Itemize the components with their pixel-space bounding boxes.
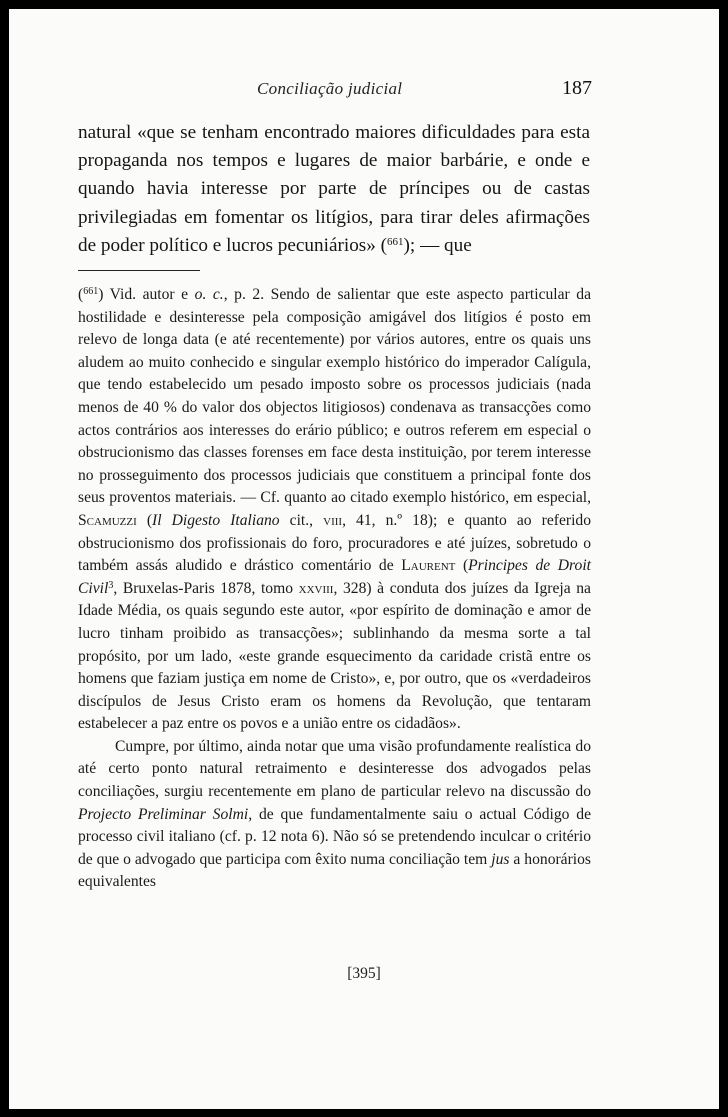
footnote-separator [78,270,200,271]
footnote-number: 661 [83,286,99,297]
work-title: Il Digesto Italiano [152,511,280,529]
footnote-abbrev: o. c. [194,286,224,303]
author-name: Laurent [401,557,456,575]
work-title: Projecto Preliminar Solmi, [78,805,253,823]
footnote-text: Cumpre, por último, ainda notar que uma visão profundamente realística do até certo ponto natural retraimento e desinteresse dos advogados pelas conciliações, surgiu recentemente em plano de particular relevo na discussão do [78,737,591,801]
running-title: Conciliação judicial [257,79,403,98]
body-text-end: ); — que [403,234,472,256]
footnote-reference: 661 [387,235,404,248]
footnote-text: , 41, n.º 18); e quanto ao referido obstrucionismo dos profissionais do foro, procuradores e até juízes, sobretudo o também assás aludido e drástico comentário de [78,511,591,575]
body-text: natural «que se tenham encontrado maiores dificuldades para esta propaganda nos tempos e lugares de maior barbárie, e onde e quando havia interesse por parte de príncipes ou de castas privilegiadas em fomentar os litígios, para tirar deles afirmações de poder político e lucros pecuniários» ( [78,122,590,256]
footnote-text: a honorários equivalentes [78,850,591,891]
footnote-text: de que fundamentalmente saiu o actual Código de processo civil italiano (cf. p. 12 nota 6). Não só se pretendendo inculcar o critério de que o advogado que participa com êxito numa conciliação tem [78,805,591,868]
footnote-text: , p. 2. Sendo de salientar que este aspecto particular da hostilidade e desinteresse pela composição amigável dos litígios é posto em relevo de longa data (e até recentemente) por vários autores, entre os quais uns aludem ao muito conhecido e singular exemplo histórico do imperador Calígula, que tendo estabelecido um pesado imposto sobre os processos judiciais (nada menos de 40 % do valor dos objectos litigiosos) condenava as transacções como actos contrários aos interesses do erário público; e outros referem em especial o obstrucionismo das classes forenses em face desta instituição, por terem interesse no prosseguimento dos processos judiciais que constituem a principal fonte dos seus proventos materiais. — Cf. quanto ao citado exemplo histórico, em especial, [78,286,591,507]
folio-number: [395] [347,965,381,982]
running-header [9,79,719,103]
footnote [78,284,591,894]
page-number: 187 [562,77,592,99]
volume-numeral: viii [323,511,343,529]
footnote-text: , Bruxelas-Paris 1878, tomo [113,579,299,597]
edition-superscript: 3 [108,579,114,591]
footnote-paragraph: ($^{661}$) Vid. autor e o. c., p. 2. Sendo de salientar que este aspecto particular da hostilidade e desinteresse pela composição amigável dos litígios é posto em relevo de longa data (e até recentemente) por vários autores, entre os quais uns aludem ao muito conhecido e singular exemplo histórico do imperador Calígula, que tendo estabelecido um pesado imposto sobre os processos judiciais (nada menos de 40 % do valor dos objectos litigiosos) condenava as transacções como actos contrários aos interesses do erário público; e outros referem em especial o obstrucionismo das classes forenses em face desta instituição, por terem interesse no prosseguimento dos processos judiciais que constituem a principal fonte dos seus proventos materiais. — Cf. quanto ao citado exemplo histórico, em especial, Scamuzzi (Il Digesto Italiano cit., viii, 41, n.º 18); e quanto ao referido obstrucionismo dos profissionais do foro, procuradores e até juízes, sobretudo o também assás aludido e drástico comentário de Laurent (Principes de Droit Civil$^3$, Bruxelas-Paris 1878, tomo xxviii, 328) à conduta dos juízes da Igreja na Idade Média, os quais segundo este autor, «por espírito de dominação e amor de lucro tinham proibido as transacções»; sublinhando da mesma sorte a tal propósito, por um lado, «este grande esquecimento da caridade cristã entre os homens que faziam justiça em nome de Cristo», e, por outro, que os «verdadeiros discípulos de Jesus Cristo eram os homens da Revolução, que tentaram estabelecer a paz entre os povos e a união entre os cidadãos». [78,286,592,733]
footnote-text: cit., [279,511,324,529]
footnote-text: , 328) à conduta dos juízes da Igreja na Idade Média, os quais segundo este autor, «por espírito de dominação e amor de lucro tinham proibido as transacções»; sublinhando da mesma sorte a tal propósito, por um lado, «este grande esquecimento da caridade cristã entre os homens que faziam justiça em nome de Cristo», e, por outro, que os «verdadeiros discípulos de Jesus Cristo eram os homens da Revolução, que tentaram estabelecer a paz entre os povos e a união entre os cidadãos». [78,579,591,733]
work-title: Principes de Droit Civil [78,557,592,597]
footnote-paragraph [78,736,591,894]
author-name: Scamuzzi [78,511,137,529]
body-paragraph [78,119,590,260]
book-page [9,9,719,1109]
latin-term: jus [491,850,510,868]
footnote-text: ) Vid. autor e [98,286,195,303]
volume-numeral: xxviii [298,579,334,597]
